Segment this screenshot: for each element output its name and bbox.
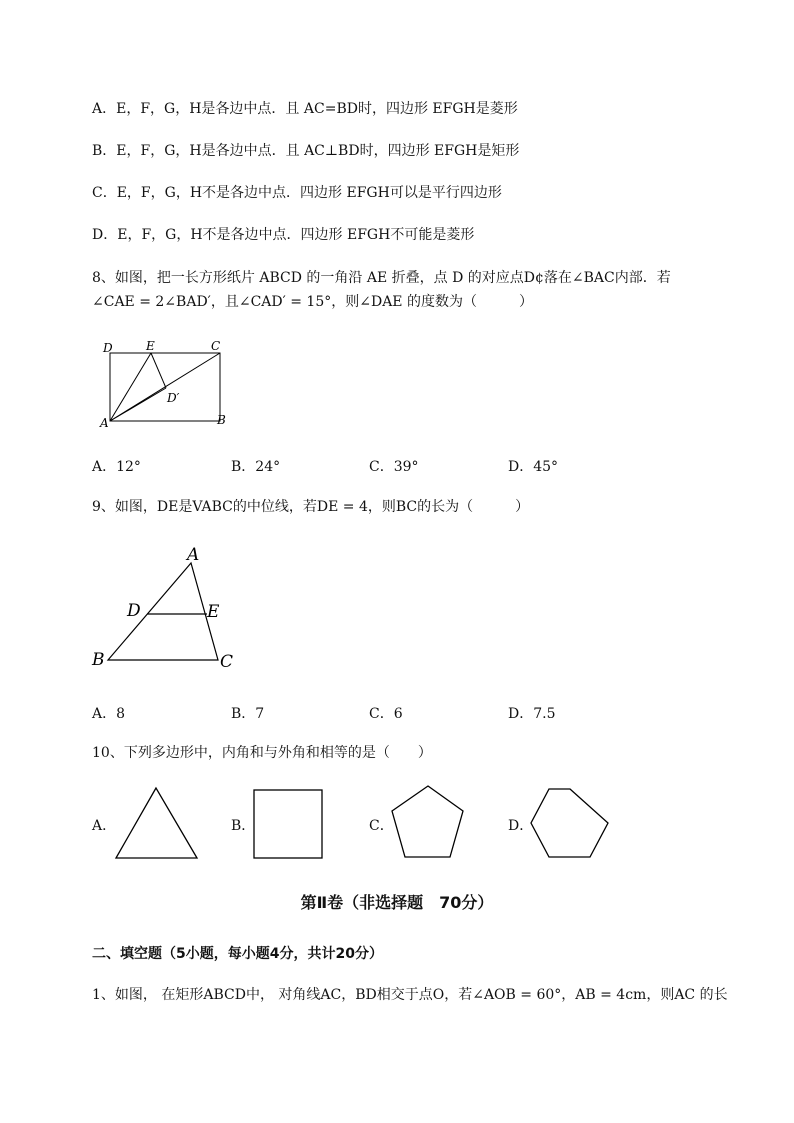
q8-figure [95,337,240,432]
q9-label-e: E [207,602,220,622]
part-title: 二、填空题（5小题，每小题4分，共计20分） [92,946,383,962]
square-shape [254,790,322,858]
q10-option-d: D． [508,818,534,834]
pentagon-shape [392,786,463,857]
q10-stem: 10、下列多边形中，内角和与外角和相等的是（ ） [92,745,432,761]
q9-options [92,703,732,723]
q8-fold-ae [110,353,151,421]
q9-label-a: A [187,545,200,565]
q8-label-d-prime: D′ [167,391,180,405]
q8-label-c: C [211,339,221,353]
q8-label-e: E [146,339,155,353]
q9-option-d: D．7.5 [508,706,556,722]
q10-shapes [0,780,794,870]
q8-stem-line2: ∠CAE = 2∠BAD′，且∠CAD′ = 15°，则∠DAE 的度数为（ ） [92,294,533,310]
q7-option-c: C．E，F，G，H不是各边中点．四边形 EFGH可以是平行四边形 [92,185,502,201]
q8-option-b: B．24° [231,459,281,475]
q8-option-c: C．39° [369,459,419,475]
q7-option-d: D．E，F，G，H不是各边中点．四边形 EFGH不可能是菱形 [92,227,475,243]
q9-figure [88,543,238,673]
q9-option-a: A．8 [92,706,126,722]
q7-option-b: B．E，F，G，H是各边中点．且 AC⊥BD时，四边形 EFGH是矩形 [92,143,520,159]
q10-option-b: B． [231,818,256,834]
q9-label-b: B [92,650,105,670]
fill1-stem: 1、如图， 在矩形ABCD中， 对角线AC，BD相交于点O，若∠AOB = 60°，AB = 4cm，则AC 的长 [92,987,728,1003]
q9-label-c: C [220,652,234,672]
q8-stem-line1: 8、如图，把一长方形纸片 ABCD 的一角沿 AE 折叠，点 D 的对应点D¢落在∠BAC内部．若 [92,270,671,286]
q9-stem: 9、如图，DE是VABC的中位线，若DE = 4，则BC的长为（ ） [92,499,530,515]
hexagon-shape [531,789,608,857]
q8-options [92,456,732,476]
q9-option-b: B．7 [231,706,265,722]
q10-option-c: C． [369,818,394,834]
q9-option-c: C．6 [369,706,403,722]
q8-segment-ed [151,353,166,388]
q8-segment-ad [110,388,166,421]
q7-option-a: A．E，F，G，H是各边中点．且 AC=BD时，四边形 EFGH是菱形 [92,101,518,117]
q9-triangle-abc [108,563,218,660]
q10-option-a: A． [92,818,117,834]
triangle-shape [116,788,197,858]
q8-label-a: A [100,416,109,430]
q8-label-d: D [103,341,113,355]
q9-label-d: D [127,601,141,621]
q8-option-a: A．12° [92,459,141,475]
q8-label-b: B [217,413,226,427]
q8-option-d: D．45° [508,459,559,475]
section-title: 第Ⅱ卷（非选择题 70分） [300,893,494,912]
